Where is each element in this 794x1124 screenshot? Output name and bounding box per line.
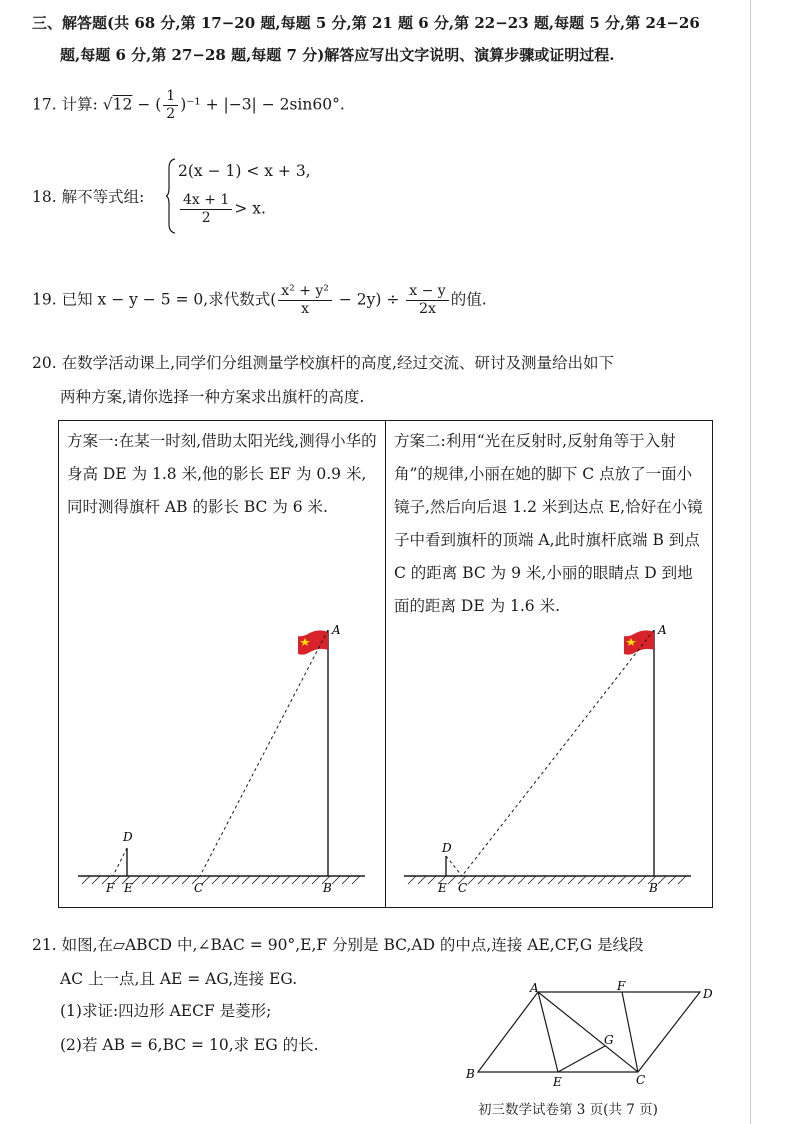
question-19: 19. 已知 x − y − 5 = 0,求代数式( $\frac{\text{x² + y²}}{x}$ − 2y) ÷ $\frac{x - y}{2x}$ 的值. <box>32 283 487 317</box>
fraction-2: $\frac{x - y}{2x}$ <box>406 283 448 318</box>
segment-EG <box>558 1046 605 1072</box>
plan-1-text: 方案一:在某一时刻,借助太阳光线,测得小华的身高 DE 为 1.8 米,他的影长 EF 为 0.9 米,同时测得旗杆 AB 的影长 BC 为 6 米. <box>67 432 377 516</box>
sqrt-expression: √12 <box>102 95 133 114</box>
label-B: B <box>649 881 658 895</box>
fraction-one-half: $\frac{1}{2}$ <box>163 88 178 123</box>
label-A: A <box>332 623 341 637</box>
diagonal-AC <box>538 992 638 1072</box>
question-21-line2: AC 上一点,且 AE = AG,连接 EG. <box>60 970 298 988</box>
fraction-1: $\frac{\text{x² + y²}}{x}$ <box>278 283 332 318</box>
section-header-line1: 三、解答题(共 68 分,第 17−20 题,每题 5 分,第 21 题 6 分,第 22−23 题,每题 5 分,第 24−26 <box>32 14 700 32</box>
label-E: E <box>438 881 447 895</box>
section-header-line2: 题,每题 6 分,第 27−28 题,每题 7 分)解答应写出文字说明、演算步骤或证明过程. <box>60 46 615 64</box>
label-D: D <box>703 987 713 1001</box>
plan-2-figure <box>386 610 711 905</box>
sun-ray-DF <box>113 848 127 876</box>
question-number: 17. <box>32 95 57 114</box>
sun-ray-AC <box>200 630 328 876</box>
question-21-part1: (1)求证:四边形 AECF 是菱形; <box>60 1002 272 1020</box>
label-C: C <box>458 881 468 895</box>
label-A: A <box>658 623 667 637</box>
question-20-line1: 20. 在数学活动课上,同学们分组测量学校旗杆的高度,经过交流、研讨及测量给出如下 <box>32 354 614 372</box>
parallelogram-figure <box>462 980 732 1092</box>
label-F: F <box>617 980 626 993</box>
light-ray-DC <box>446 856 462 876</box>
label-F: F <box>106 881 115 895</box>
ground-hatching <box>404 876 691 884</box>
question-21-line1: 21. 如图,在▱ABCD 中,∠BAC = 90°,E,F 分别是 BC,AD 的中点,连接 AE,CF,G 是线段 <box>32 936 644 954</box>
question-18-label: 18. 解不等式组: <box>32 188 145 206</box>
label-D: D <box>442 841 452 855</box>
page-footer: 初三数学试卷第 3 页(共 7 页) <box>478 1102 658 1118</box>
parallelogram-ABCD <box>478 992 700 1072</box>
page-margin-rule <box>750 0 751 1124</box>
segment-AE <box>538 992 558 1072</box>
light-ray-AC <box>462 630 654 876</box>
question-prefix: 计算: <box>61 95 98 114</box>
plan-2-text: 方案二:利用“光在反射时,反射角等于入射角”的规律,小丽在她的脚下 C 点放了一面小镜子,然后向后退 1.2 米到达点 E,恰好在小镜子中看到旗杆的顶端 A,此时旗杆底端 B 到点 C 的距离 BC 为 9 米,小丽的眼睛点 D 到地面的距离 DE 为 1.6 米. <box>394 432 703 615</box>
inequality-2: $\frac{4x + 1}{2}$ > x. <box>178 192 266 227</box>
question-20-line2: 两种方案,请你选择一种方案求出旗杆的高度. <box>60 388 365 406</box>
system-brace <box>166 158 176 234</box>
label-C: C <box>636 1073 646 1087</box>
label-C: C <box>194 881 204 895</box>
inequality-1: 2(x − 1) < x + 3, <box>178 162 311 180</box>
question-21-part2: (2)若 AB = 6,BC = 10,求 EG 的长. <box>60 1036 319 1054</box>
label-G: G <box>604 1033 614 1047</box>
label-B: B <box>466 1067 475 1081</box>
label-A: A <box>530 981 539 995</box>
label-B: B <box>323 881 332 895</box>
ground-hatching <box>78 876 365 884</box>
segment-FC <box>622 992 638 1072</box>
label-E: E <box>553 1075 562 1089</box>
question-17: 17. 计算: √12 − ( $\frac{1}{2}$ )⁻¹ + |−3| − 2sin60°. <box>32 88 345 122</box>
label-D: D <box>123 830 133 844</box>
label-E: E <box>124 881 133 895</box>
plan-1-figure <box>60 610 380 905</box>
